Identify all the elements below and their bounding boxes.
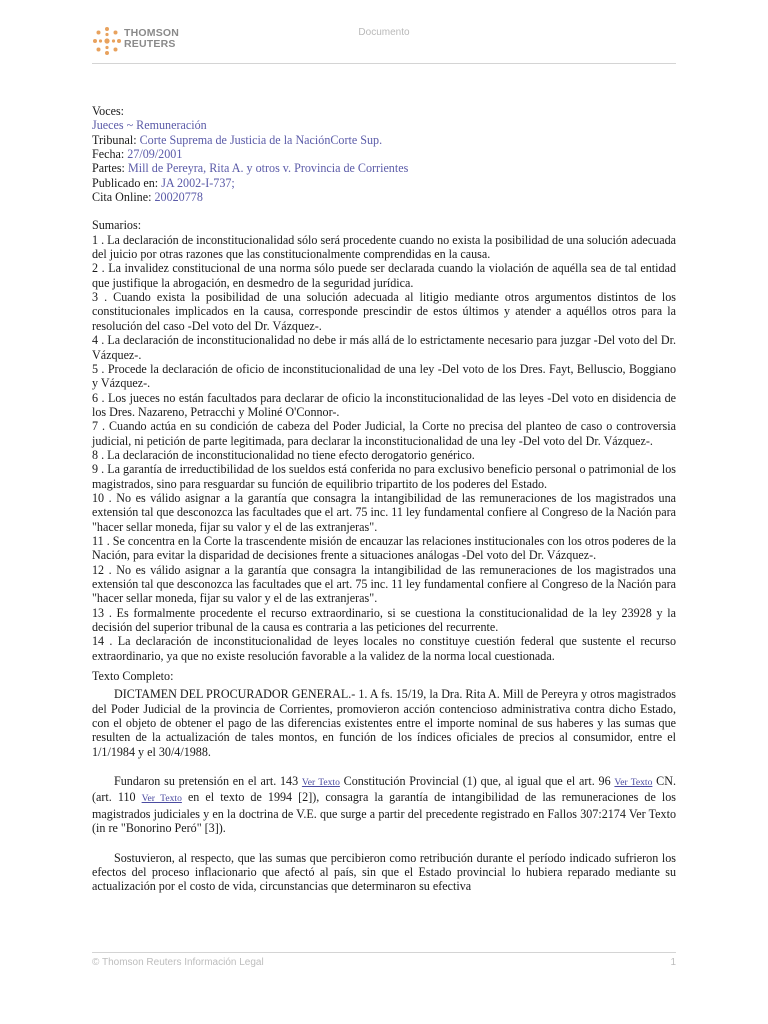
tribunal-label: Tribunal: bbox=[92, 132, 140, 147]
texto-paragraph-1: DICTAMEN DEL PROCURADOR GENERAL.- 1. A fs. 15/19, la Dra. Rita A. Mill de Pereyra y otros magistrados del Poder Judicial de la provincia de Corrientes, promovieron acción contencioso administrativa contra dicho Estado, con el objeto de obtener el pago de las diferencias existentes entre el importe nominal de sus haberes y las sumas que resulten de la actualización de tales montos, en función de los índices oficiales de precios al consumidor, entre el 1/1/1984 y el 30/4/1988. bbox=[92, 687, 676, 759]
sumario-item: 11 . Se concentra en la Corte la trascendente misión de encauzar las relaciones institucionales con los otros poderes de la Nación, para evitar la disparidad de decisiones frente a situaciones análogas -Del voto del Dr. Vázquez-. bbox=[92, 533, 676, 563]
paragraph-text: CN. (art. 110 bbox=[92, 774, 676, 805]
texto-paragraph-3: Sostuvieron, al respecto, que las sumas que percibieron como retribución durante el período indicado sufrieron los efectos del proceso inflacionario que afectó al país, sin que el Estado provincial lo hubiera reparado mediante su actualización por el costo de vida, circunstancias que determinaron su efectiva bbox=[92, 850, 676, 894]
fecha-link[interactable]: 27/09/2001 bbox=[127, 147, 183, 162]
ver-texto-link[interactable]: Ver Texto bbox=[141, 793, 182, 805]
header-divider bbox=[92, 63, 676, 64]
page-footer bbox=[92, 957, 676, 968]
sumario-item: 2 . La invalidez constitucional de una norma sólo puede ser declarada cuando la violación de aquélla sea de tal entidad que justifique la abrogación, en desmedro de la seguridad jurídica. bbox=[92, 261, 676, 290]
publicado-label: Publicado en: bbox=[92, 175, 162, 190]
sumario-item: 8 . La declaración de inconstitucionalidad no tiene efecto derogatorio genérico. bbox=[92, 447, 475, 462]
voces-label: Voces: bbox=[92, 104, 125, 118]
sumario-item: 10 . No es válido asignar a la garantía que consagra la intangibilidad de las remuneraciones de los magistrados una extensión tal que desconozca las facultades que el art. 75 inc. 11 ley fundamental confiere al Congreso de la Nación para "hacer sellar moneda, fijar su valor y el de las extranjeras". bbox=[92, 490, 676, 534]
texto-completo-label: Texto Completo: bbox=[92, 669, 174, 684]
page-header bbox=[0, 0, 768, 64]
sumario-item: 6 . Los jueces no están facultados para declarar de oficio la inconstitucionalidad de las leyes -Del voto en disidencia de los Dres. Nazareno, Petracchi y Moliné O'Connor-. bbox=[92, 390, 676, 419]
tribunal-link[interactable]: Corte Suprema de Justicia de la NaciónCorte Sup. bbox=[139, 132, 383, 147]
voces-link[interactable]: Jueces ~ Remuneración bbox=[92, 118, 207, 133]
sumario-item: 5 . Procede la declaración de oficio de inconstitucionalidad de una ley -Del voto de los Dres. Fayt, Belluscio, Boggiano y Vázquez-. bbox=[92, 361, 676, 391]
sumario-item: 13 . Es formalmente procedente el recurso extraordinario, si se cuestiona la constitucionalidad de la ley 23928 y la decisión del superior tribunal de la causa es contraria a las peticiones del recurrente. bbox=[92, 605, 676, 635]
page-number: 1 bbox=[670, 957, 676, 968]
copyright-text: © Thomson Reuters Información Legal bbox=[92, 957, 264, 968]
sumario-item: 4 . La declaración de inconstitucionalidad no debe ir más allá de lo estrictamente necesario para juzgar -Del voto del Dr. Vázquez-. bbox=[92, 333, 676, 362]
document-body bbox=[92, 104, 676, 894]
publicado-link[interactable]: JA 2002-I-737; bbox=[161, 175, 235, 190]
partes-label: Partes: bbox=[92, 161, 128, 176]
footer-divider bbox=[92, 952, 676, 953]
paragraph-text: Fundaron su pretensión en el art. 143 bbox=[114, 774, 302, 789]
sumarios-label: Sumarios: bbox=[92, 218, 142, 233]
document-title: Documento bbox=[358, 27, 410, 38]
sumario-item: 12 . No es válido asignar a la garantía que consagra la intangibilidad de las remuneraciones de los magistrados una extensión tal que desconozca las facultades que el art. 75 inc. 11 ley fundamental confiere al Congreso de la Nación para "hacer sellar moneda, fijar su valor y el de las extranjeras". bbox=[92, 562, 676, 606]
fecha-label: Fecha: bbox=[92, 147, 128, 162]
cita-link[interactable]: 20020778 bbox=[154, 190, 203, 205]
paragraph-text: en el texto de 1994 [2]), consagra la garantía de intangibilidad de las remuneraciones de los magistrados judiciales y en la doctrina de V.E. que surge a partir del precedente registrado en Fallos 307:2174 Ver Texto (in re "Bonorino Peró" [3]). bbox=[92, 790, 676, 836]
sumarios-section bbox=[92, 218, 676, 663]
cita-label: Cita Online: bbox=[92, 190, 155, 205]
sumario-item: 14 . La declaración de inconstitucionalidad de leyes locales no constituye cuestión federal que sustente el recurso extraordinario, ya que no existe resolución favorable a la validez de la norma local cuestionada. bbox=[92, 634, 676, 663]
ver-texto-link[interactable]: Ver Texto bbox=[301, 777, 340, 789]
texto-paragraph-2 bbox=[92, 774, 676, 835]
sumario-item: 7 . Cuando actúa en su condición de cabeza del Poder Judicial, la Corte no precisa del planteo de caso o controversia judicial, ni petición de parte legitimada, para declarar la inconstitucionalidad de una ley -Del voto del Dr. Vázquez-. bbox=[92, 419, 676, 448]
sumario-item: 9 . La garantía de irreductibilidad de los sueldos está conferida no para exclusivo beneficio personal o patrimonial de los magistrados, sino para resguardar su función de equilibrio tripartito de los poderes del Estado. bbox=[92, 462, 676, 491]
partes-link[interactable]: Mill de Pereyra, Rita A. y otros v. Provincia de Corrientes bbox=[127, 161, 409, 176]
metadata-block bbox=[92, 104, 676, 204]
logo-text-thomson: THOMSON bbox=[124, 27, 180, 39]
sumario-item: 1 . La declaración de inconstitucionalidad sólo será procedente cuando no exista la posibilidad de una solución adecuada del juicio por otras razones que las constitucionalmente comprendidas en la causa. bbox=[92, 232, 676, 262]
sumario-item: 3 . Cuando exista la posibilidad de una solución adecuada al litigio mediante otros argumentos distintos de los constitucionales implicados en la causa, corresponde prescindir de estos últimos y atender a aquéllos otros para la resolución del caso -Del voto del Dr. Vázquez-. bbox=[92, 290, 676, 333]
logo-text-reuters: REUTERS bbox=[124, 38, 176, 50]
ver-texto-link[interactable]: Ver Texto bbox=[614, 777, 653, 789]
paragraph-text: Constitución Provincial (1) que, al igual que el art. 96 bbox=[339, 774, 615, 789]
